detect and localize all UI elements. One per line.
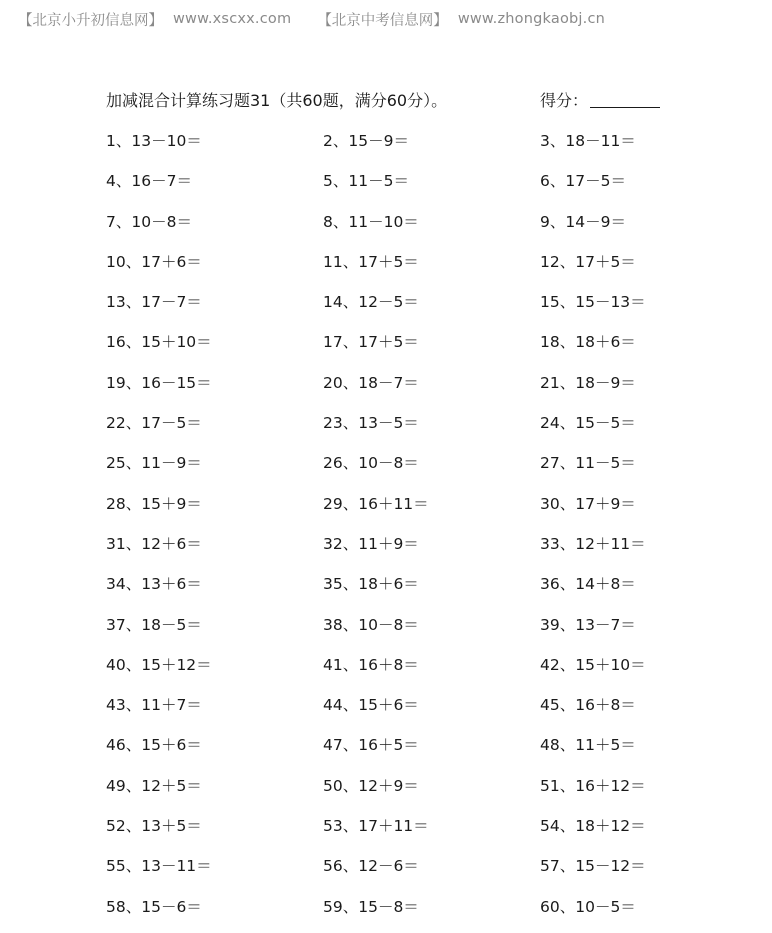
- problem-item: 28、15＋9＝: [106, 494, 202, 513]
- site-name-zhongkaobj: 【北京中考信息网】: [317, 12, 448, 29]
- problem-item: 10、17＋6＝: [106, 252, 202, 271]
- problem-item: 18、18＋6＝: [540, 333, 636, 352]
- score-blank-line[interactable]: [590, 90, 660, 108]
- problem-item: 22、17－5＝: [106, 414, 202, 433]
- problem-item: 5、11－5＝: [323, 172, 409, 191]
- problem-item: 48、11＋5＝: [540, 736, 636, 755]
- problem-item: 12、17＋5＝: [540, 252, 636, 271]
- problem-item: 25、11－9＝: [106, 454, 202, 473]
- problem-item: 1、13－10＝: [106, 132, 202, 150]
- problem-item: 58、15－6＝: [106, 897, 202, 916]
- problem-item: 13、17－7＝: [106, 293, 202, 312]
- problem-item: 45、16＋8＝: [540, 696, 636, 715]
- problem-item: 17、17＋5＝: [323, 333, 419, 352]
- problem-item: 6、17－5＝: [540, 172, 626, 191]
- problem-item: 37、18－5＝: [106, 615, 202, 634]
- problem-item: 57、15－12＝: [540, 857, 646, 876]
- problem-item: 9、14－9＝: [540, 212, 626, 231]
- problem-item: 60、10－5＝: [540, 897, 636, 916]
- problem-item: 52、13＋5＝: [106, 817, 202, 836]
- problem-item: 53、17＋11＝: [323, 817, 429, 836]
- problem-item: 43、11＋7＝: [106, 696, 202, 715]
- problem-item: 31、12＋6＝: [106, 534, 202, 553]
- problem-item: 51、16＋12＝: [540, 776, 646, 795]
- worksheet-title: 加减混合计算练习题31（共60题，满分60分）。: [106, 90, 448, 110]
- score-label: 得分：: [540, 90, 589, 110]
- worksheet-title-row: [106, 86, 666, 112]
- problem-grid: [106, 127, 686, 933]
- site-url-xscxx[interactable]: www.xscxx.com: [173, 11, 292, 27]
- problem-item: 19、16－15＝: [106, 373, 212, 392]
- problem-item: 46、15＋6＝: [106, 736, 202, 755]
- problem-item: 39、13－7＝: [540, 615, 636, 634]
- problem-item: 54、18＋12＝: [540, 817, 646, 836]
- problem-item: 49、12＋5＝: [106, 776, 202, 795]
- problem-item: 15、15－13＝: [540, 293, 646, 312]
- problem-item: 29、16＋11＝: [323, 494, 429, 513]
- problem-item: 44、15＋6＝: [323, 696, 419, 715]
- problem-item: 23、13－5＝: [323, 414, 419, 433]
- problem-item: 16、15＋10＝: [106, 333, 212, 352]
- problem-item: 33、12＋11＝: [540, 534, 646, 553]
- problem-item: 36、14＋8＝: [540, 575, 636, 594]
- problem-item: 7、10－8＝: [106, 212, 192, 231]
- problem-item: 34、13＋6＝: [106, 575, 202, 594]
- problem-item: 55、13－11＝: [106, 857, 212, 876]
- site-link-group-zhongkaobj: [317, 9, 605, 30]
- problem-item: 30、17＋9＝: [540, 494, 636, 513]
- problem-item: 21、18－9＝: [540, 373, 636, 392]
- site-name-xscxx: 【北京小升初信息网】: [18, 12, 163, 29]
- problem-item: 4、16－7＝: [106, 172, 192, 191]
- problem-item: 26、10－8＝: [323, 454, 419, 473]
- problem-item: 8、11－10＝: [323, 212, 419, 231]
- score-area: [540, 86, 660, 112]
- site-link-group-xscxx: [18, 9, 317, 30]
- site-url-zhongkaobj[interactable]: www.zhongkaobj.cn: [457, 11, 606, 27]
- problem-item: 41、16＋8＝: [323, 655, 419, 674]
- problem-item: 27、11－5＝: [540, 454, 636, 473]
- problem-item: 2、15－9＝: [323, 132, 409, 150]
- problem-item: 42、15＋10＝: [540, 655, 646, 674]
- problem-item: 32、11＋9＝: [323, 534, 419, 553]
- problem-item: 14、12－5＝: [323, 293, 419, 312]
- problem-item: 38、10－8＝: [323, 615, 419, 634]
- problem-item: 47、16＋5＝: [323, 736, 419, 755]
- problem-item: 11、17＋5＝: [323, 252, 419, 271]
- problem-item: 20、18－7＝: [323, 373, 419, 392]
- problem-item: 56、12－6＝: [323, 857, 419, 876]
- site-header: [18, 9, 605, 29]
- problem-item: 24、15－5＝: [540, 414, 636, 433]
- problem-item: 3、18－11＝: [540, 132, 636, 150]
- problem-item: 50、12＋9＝: [323, 776, 419, 795]
- problem-item: 59、15－8＝: [323, 897, 419, 916]
- problem-item: 35、18＋6＝: [323, 575, 419, 594]
- problem-item: 40、15＋12＝: [106, 655, 212, 674]
